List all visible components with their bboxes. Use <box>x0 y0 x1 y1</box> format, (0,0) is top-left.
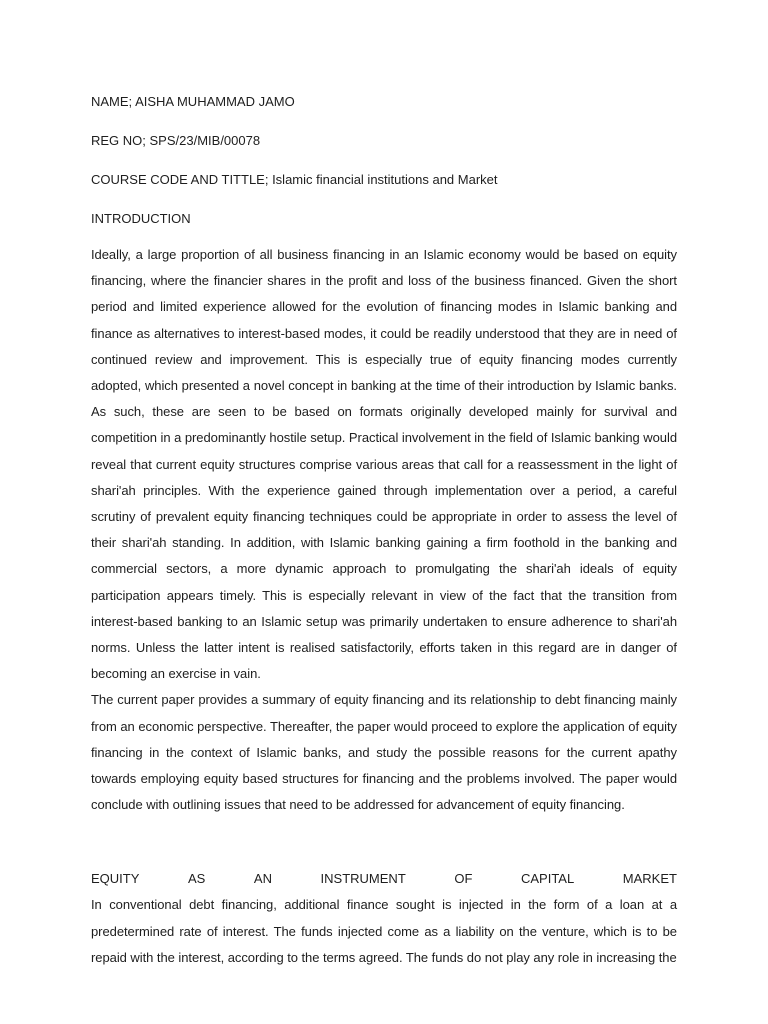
course-title-line: COURSE CODE AND TITTLE; Islamic financial institutions and Market <box>91 172 498 187</box>
section-heading-word: INSTRUMENT <box>320 871 406 887</box>
section-heading-word: AN <box>253 871 272 887</box>
student-name-line: NAME; AISHA MUHAMMAD JAMO <box>91 94 295 109</box>
section-heading-word: AS <box>187 871 206 887</box>
introduction-paragraph-1: Ideally, a large proportion of all business financing in an Islamic economy would be based on equity financing, where the financier shares in the profit and loss of the business financed. Given the short period and limited experience allowed for the evolution of financing modes in Islamic banking and finance as alternatives to interest-based modes, it could be readily understood that they are in need of continued review and improvement. This is especially true of equity financing modes currently adopted, which presented a novel concept in banking at the time of their introduction by Islamic banks. As such, these are seen to be based on formats originally developed mainly for survival and competition in a predominantly hostile setup. Practical involvement in the field of Islamic banking would reveal that current equity structures comprise various areas that call for a reassessment in the light of shari'ah principles. With the experience gained through implementation over a period, a careful scrutiny of prevalent equity financing techniques could be appropriate in order to assess the level of their shari'ah standing. In addition, with Islamic banking gaining a firm foothold in the banking and commercial sectors, a more dynamic approach to promulgating the shari'ah ideals of equity participation appears timely. This is especially relevant in view of the fact that the transition from interest-based banking to an Islamic setup was primarily undertaken to ensure adherence to shari'ah norms. Unless the latter intent is realised satisfactorily, efforts taken in this regard are in danger of becoming an exercise in vain. <box>91 247 677 682</box>
introduction-heading: INTRODUCTION <box>91 211 191 226</box>
section-heading-word: CAPITAL <box>520 871 575 887</box>
introduction-body <box>91 242 677 818</box>
section-heading-word: OF <box>454 871 473 887</box>
section-heading-word: EQUITY <box>91 871 140 887</box>
registration-number-line: REG NO; SPS/23/MIB/00078 <box>91 133 261 148</box>
section-heading <box>91 866 677 892</box>
section-heading-word: MARKET <box>622 871 677 887</box>
document-content <box>91 93 677 971</box>
section-paragraph: In conventional debt financing, additional finance sought is injected in the form of a loan at a predetermined rate of interest. The funds injected come as a liability on the venture, which is to be repaid with the interest, according to the terms agreed. The funds do not play any role in increasing the <box>91 897 677 965</box>
introduction-paragraph-2: The current paper provides a summary of equity financing and its relationship to debt financing mainly from an economic perspective. Thereafter, the paper would proceed to explore the application of equity financing in the context of Islamic banks, and study the possible reasons for the current apathy towards employing equity based structures for financing and the problems involved. The paper would conclude with outlining issues that need to be addressed for advancement of equity financing. <box>91 692 677 813</box>
section-spacer <box>91 818 677 866</box>
